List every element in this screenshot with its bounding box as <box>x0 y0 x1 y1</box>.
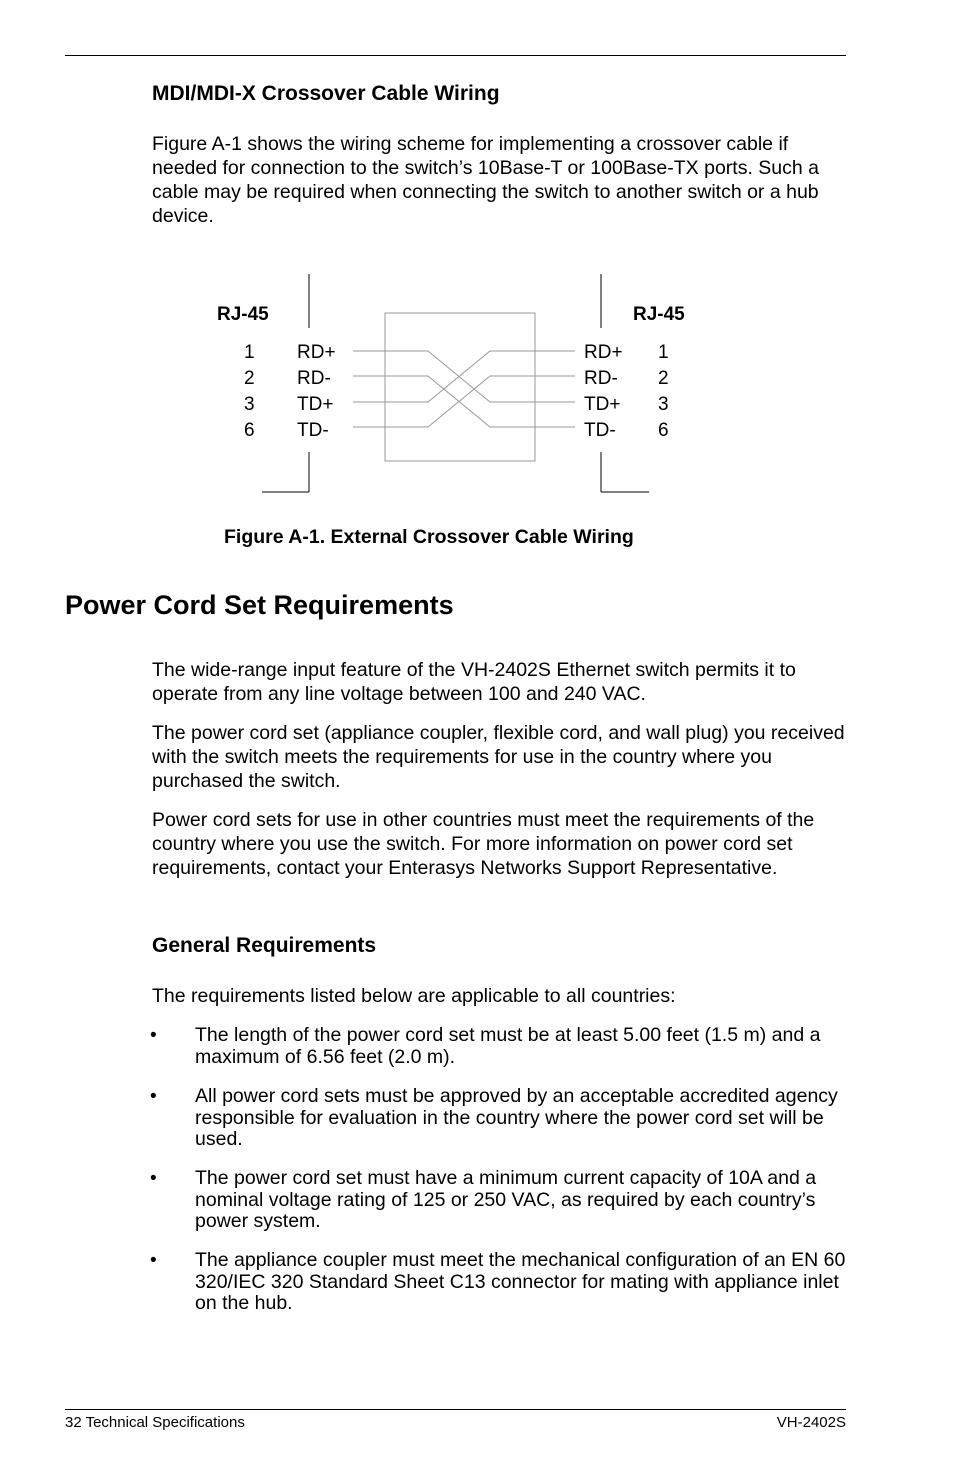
left-pin-number: 3 <box>244 394 255 415</box>
right-pin-number: 2 <box>658 368 669 389</box>
right-rj45-label: RJ-45 <box>633 304 685 325</box>
list-item-text: All power cord sets must be approved by an acceptable accredited agency responsible for evaluation in the country where the power cord set will be used. <box>195 1085 838 1150</box>
paragraph-other-countries: Power cord sets for use in other countries must meet the requirements of the country where you use the switch. For more information on power cord set requirements, contact your Enterasys Networks Support Representative. <box>152 809 815 879</box>
paragraph-power-cord-set: The power cord set (appliance coupler, flexible cord, and wall plug) you received with the switch meets the requirements for use in the country where you purchased the switch. <box>152 722 845 792</box>
right-pin-number: 1 <box>658 342 669 363</box>
left-signal-label: RD+ <box>297 342 336 363</box>
heading-mdi-crossover: MDI/MDI-X Crossover Cable Wiring <box>152 82 500 105</box>
header-rule <box>65 55 846 56</box>
left-pin-number: 1 <box>244 342 255 363</box>
bullet-marker: • <box>150 1250 157 1271</box>
right-pin-number: 3 <box>658 394 669 415</box>
right-signal-label: TD+ <box>584 394 621 415</box>
crossover-wiring-figure <box>0 265 954 525</box>
left-pin-number: 6 <box>244 420 255 441</box>
left-pin-number: 2 <box>244 368 255 389</box>
right-pin-number: 6 <box>658 420 669 441</box>
left-signal-label: TD+ <box>297 394 334 415</box>
list-item-text: The power cord set must have a minimum current capacity of 10A and a nominal voltage rating of 125 or 250 VAC, as required by each country’s power system. <box>195 1167 817 1232</box>
bullet-marker: • <box>150 1025 157 1046</box>
section-title: Power Cord Set Requirements <box>65 590 454 620</box>
right-signal-label: TD- <box>584 420 616 441</box>
right-signal-label: RD+ <box>584 342 623 363</box>
footer-rule <box>65 1409 846 1410</box>
paragraph-input-feature: The wide-range input feature of the VH-2402S Ethernet switch permits it to operate from any line voltage between 100 and 240 VAC. <box>152 659 796 705</box>
list-item <box>150 1168 850 1233</box>
right-signal-label: RD- <box>584 368 618 389</box>
intro-paragraph: Figure A-1 shows the wiring scheme for implementing a crossover cable if needed for connection to the switch’s 10Base-T or 100Base-TX ports. Such a cable may be required when connecting the switch to another switch or a hub device. <box>152 133 819 227</box>
general-intro: The requirements listed below are applicable to all countries: <box>152 985 676 1007</box>
list-item-text: The appliance coupler must meet the mechanical configuration of an EN 60 320/IEC 320 Standard Sheet C13 connector for mating with appliance inlet on the hub. <box>195 1249 846 1314</box>
list-item <box>150 1250 850 1315</box>
crossover-wires <box>353 351 575 427</box>
footer-left: 32 Technical Specifications <box>65 1414 245 1431</box>
list-item <box>150 1086 850 1151</box>
footer-right: VH-2402S <box>776 1414 846 1431</box>
left-signal-label: RD- <box>297 368 331 389</box>
cable-box <box>385 313 535 461</box>
list-item <box>150 1025 850 1068</box>
left-signal-label: TD- <box>297 420 329 441</box>
bullet-marker: • <box>150 1086 157 1107</box>
list-item-text: The length of the power cord set must be at least 5.00 feet (1.5 m) and a maximum of 6.56 feet (2.0 m). <box>195 1024 821 1068</box>
heading-general-requirements: General Requirements <box>152 934 377 957</box>
left-rj45-label: RJ-45 <box>217 304 269 325</box>
figure-caption: Figure A-1. External Crossover Cable Wiring <box>224 526 634 548</box>
bullet-marker: • <box>150 1168 157 1189</box>
